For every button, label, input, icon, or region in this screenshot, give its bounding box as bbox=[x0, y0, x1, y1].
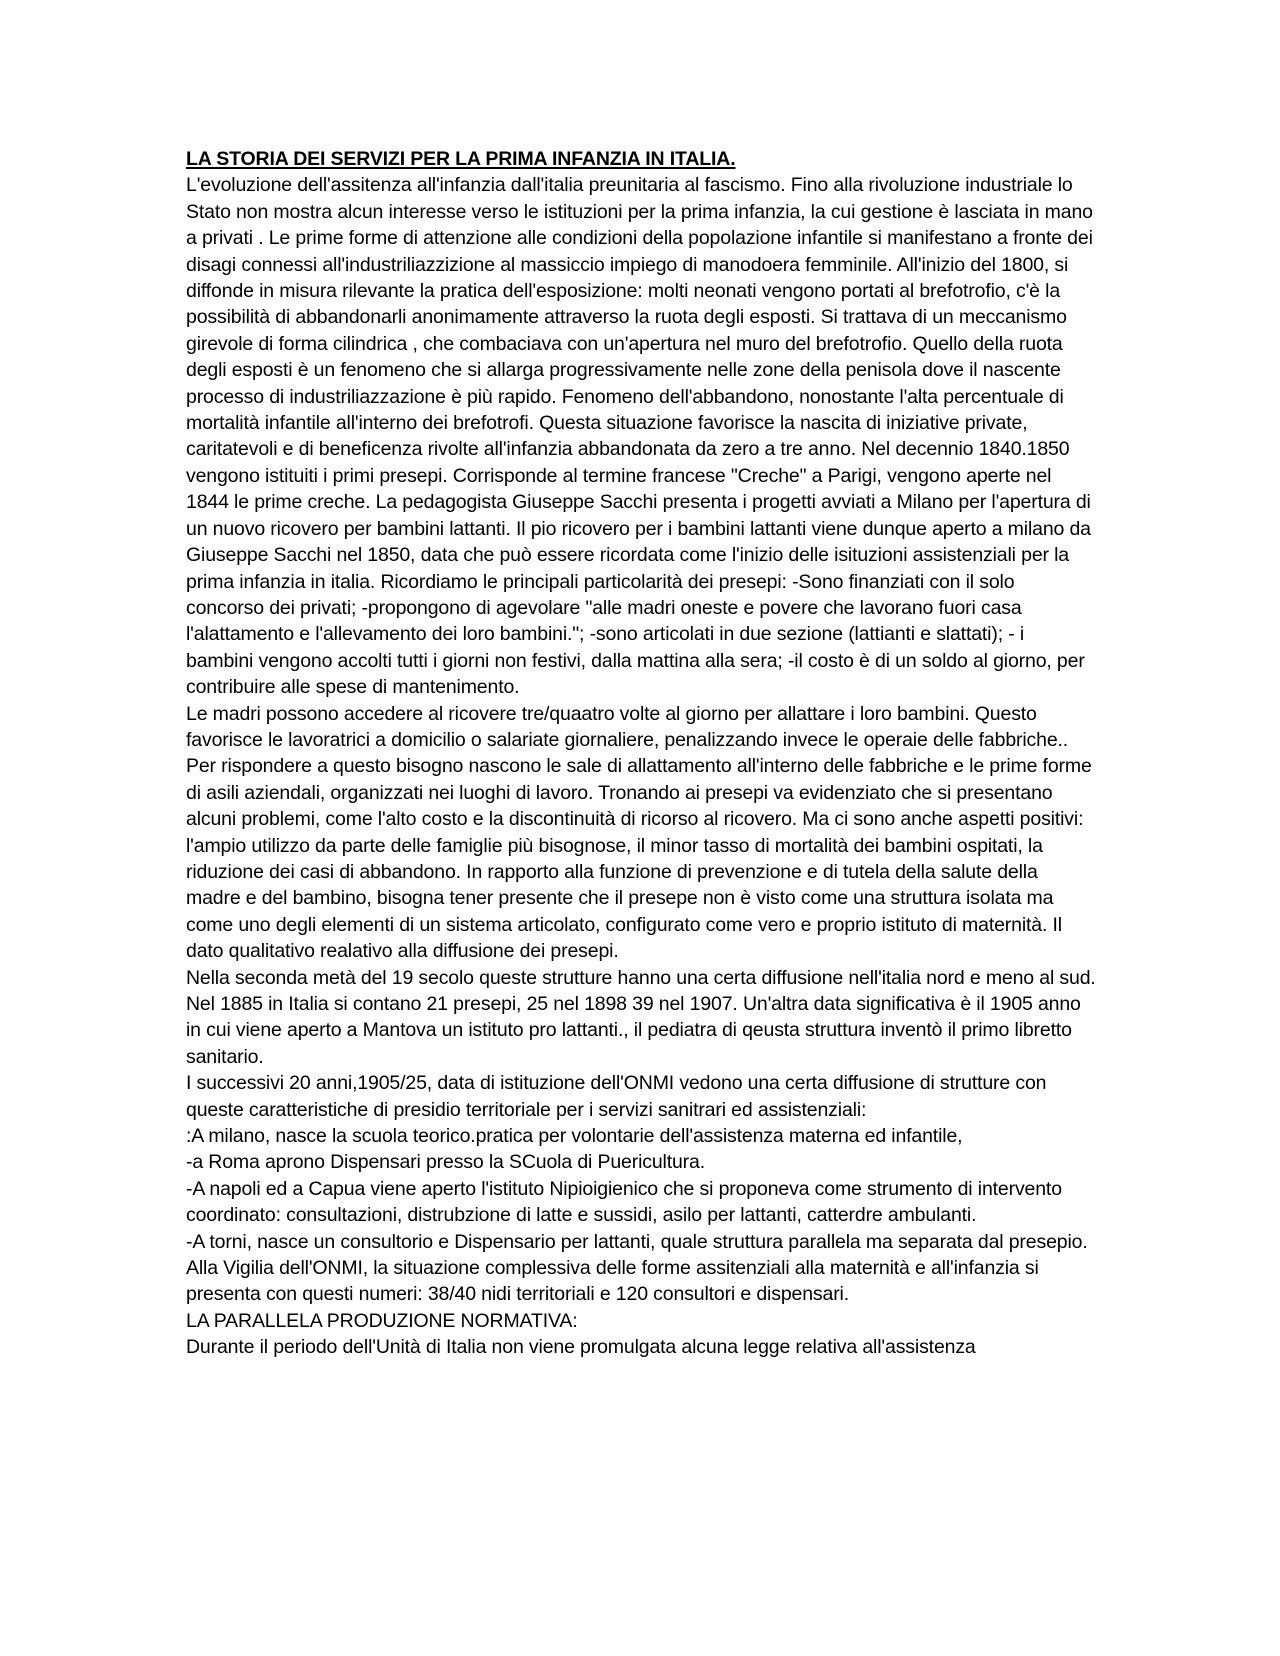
paragraph: Alla Vigilia dell'ONMI, la situazione complessiva delle forme assitenziali alla maternità e all'infanzia si presenta con questi numeri: 38/40 nidi territoriali e 120 consultori e dispensari. bbox=[186, 1257, 1039, 1306]
document-page bbox=[186, 146, 1096, 1361]
document-title: LA STORIA DEI SERVIZI PER LA PRIMA INFANZIA IN ITALIA. bbox=[186, 148, 736, 170]
list-item: :A milano, nasce la scuola teorico.pratica per volontarie dell'assistenza materna ed infantile, bbox=[186, 1125, 963, 1148]
paragraph: Nella seconda metà del 19 secolo queste strutture hanno una certa diffusione nell'italia nord e meno al sud. Nel 1885 in Italia si contano 21 presepi, 25 nel 1898 39 nel 1907. Un'altra data significativa è il 1905 anno in cui viene aperto a Mantova un istituto pro lattanti., il pediatra di qeusta struttura inventò il primo libretto sanitario. bbox=[186, 966, 1096, 1068]
section-heading: LA PARALLELA PRODUZIONE NORMATIVA: bbox=[186, 1309, 578, 1332]
paragraph: Le madri possono accedere al ricovere tre/quaatro volte al giorno per allattare i loro bambini. Questo favorisce le lavoratrici a domicilio o salariate giornaliere, penalizzando invece le operaie delle fabbriche.. Per rispondere a questo bisogno nascono le sale di allattamento all'interno delle fabbriche e le prime forme di asili aziendali, organizzati nei luoghi di lavoro. Tronando ai presepi va evidenziato che si presentano alcuni problemi, come l'alto costo e la discontinuità di ricorso al ricovero. Ma ci sono anche aspetti positivi: l'ampio utilizzo da parte delle famiglie più bisognose, il minor tasso di mortalità dei bambini ospitati, la riduzione dei casi di abbandono. In rapporto alla funzione di prevenzione e di tutela della salute della madre e del bambino, bisogna tener presente che il presepe non è visto come una struttura isolata ma come uno degli elementi di un sistema articolato, configurato come vero e proprio istituto di maternità. Il dato qualitativo realativo alla diffusione dei presepi. bbox=[186, 702, 1092, 963]
paragraph: L'evoluzione dell'assitenza all'infanzia dall'italia preunitaria al fascismo. Fino alla rivoluzione industriale lo Stato non mostra alcun interesse verso le istituzioni per la prima infanzia, la cui gestione è lasciata in mano a privati . Le prime forme di attenzione alle condizioni della popolazione infantile si manifestano a fronte dei disagi connessi all'industriliazzizione al massiccio impiego di manodoera femminile. All'inizio del 1800, si diffonde in misura rilevante la pratica dell'esposizione: molti neonati vengono portati al brefotrofio, c'è la possibilità di abbandonarli anonimamente attraverso la ruota degli esposti. Si trattava di un meccanismo girevole di forma cilindrica , che combaciava con un'apertura nel muro del brefotrofio. Quello della ruota degli esposti è un fenomeno che si allarga progressivamente nelle zone della penisola dove il nascente processo di industriliazzazione è più rapido. Fenomeno dell'abbandono, nonostante l'alta percentuale di mortalità infantile all'interno dei brefotrofi. Questa situazione favorisce la nascita di iniziative private, caritatevoli e di beneficenza rivolte all'infanzia abbandonata da zero a tre anno. Nel decennio 1840.1850 vengono istituiti i primi presepi. Corrisponde al termine francese "Creche" a Parigi, vengono aperte nel 1844 le prime creche. La pedagogista Giuseppe Sacchi presenta i progetti avviati a Milano per l'apertura di un nuovo ricovero per bambini lattanti. Il pio ricovero per i bambini lattanti viene dunque aperto a milano da Giuseppe Sacchi nel 1850, data che può essere ricordata come l'inizio delle isituzioni assistenziali per la prima infanzia in italia. Ricordiamo le principali particolarità dei presepi: -Sono finanziati con il solo concorso dei privati; -propongono di agevolare "alle madri oneste e povere che lavorano fuori casa l'alattamento e l'allevamento dei loro bambini."; -sono articolati in due sezione (lattianti e slattati); - i bambini vengono accolti tutti i giorni non festivi, dalla mattina alla sera; -il costo è di un soldo al giorno, per contribuire alle spese di mantenimento. bbox=[186, 174, 1093, 699]
list-item: -A torni, nasce un consultorio e Dispensario per lattanti, quale struttura parallela ma separata dal presepio. bbox=[186, 1230, 1088, 1253]
list-item: -A napoli ed a Capua viene aperto l'istituto Nipioigienico che si proponeva come strumento di intervento coordinato: consultazioni, distrubzione di latte e sussidi, asilo per lattanti, catterdre ambulanti. bbox=[186, 1177, 1062, 1227]
paragraph: Durante il periodo dell'Unità di Italia non viene promulgata alcuna legge relativa all'assistenza bbox=[186, 1336, 976, 1359]
list-item: -a Roma aprono Dispensari presso la SCuola di Puericultura. bbox=[186, 1151, 705, 1174]
paragraph: I successivi 20 anni,1905/25, data di istituzione dell'ONMI vedono una certa diffusione di strutture con queste caratteristiche di presidio territoriale per i servizi sanitrari ed assistenziali: bbox=[186, 1072, 1047, 1121]
